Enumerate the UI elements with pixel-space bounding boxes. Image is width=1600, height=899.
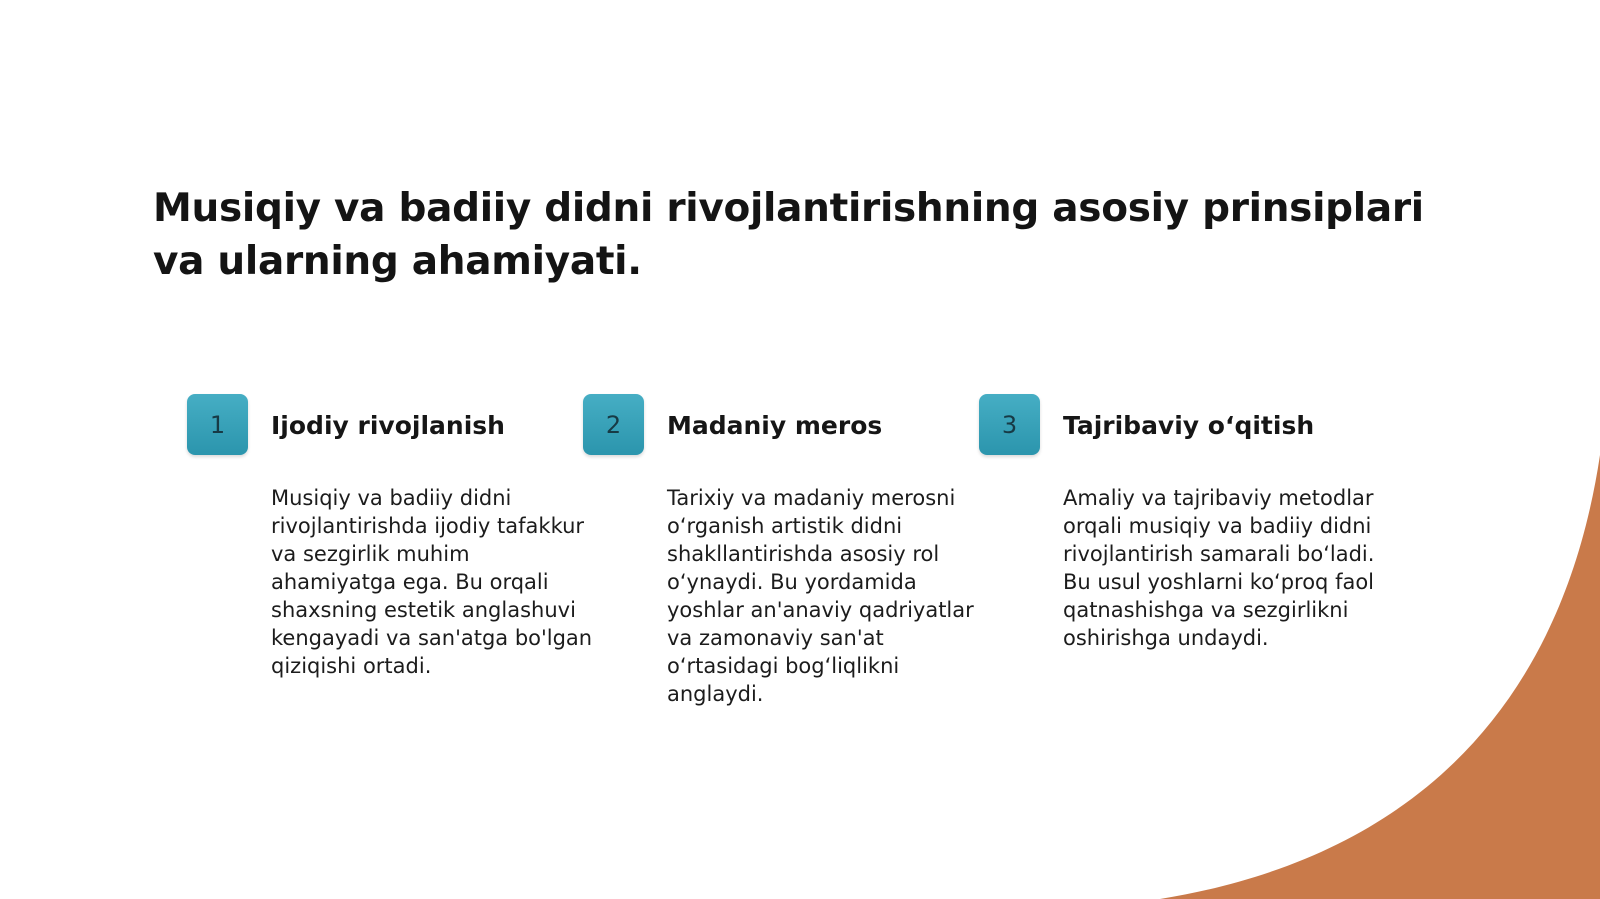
principle-column-3 [979, 394, 1375, 724]
principle-text-1: Musiqiy va badiiy didni rivojlantirishda ijodiy tafakkur va sezgirlik muhim ahamiyatga ega. Bu orqali shaxsning estetik anglashuvi kengayadi va san'atga bo'lgan qiziqishi ortadi. [271, 486, 593, 678]
principle-text-2: Tarixiy va madaniy merosni o‘rganish artistik didni shakllantirishda asosiy rol o‘ynaydi. Bu yordamida yoshlar an'anaviy qadriyatlar va zamonaviy san'at o‘rtasidagi bog‘liqlikni anglaydi. [667, 486, 974, 706]
number-badge-3: 3 [979, 394, 1040, 455]
principle-heading-1: Ijodiy rivojlanish [271, 411, 505, 440]
principle-text-3: Amaliy va tajribaviy metodlar orqali musiqiy va badiiy didni rivojlantirish samarali bo‘ladi. Bu usul yoshlarni ko‘proq faol qatnashishga va sezgirlikni oshirishga undaydi. [1063, 486, 1375, 650]
principle-heading-2: Madaniy meros [667, 411, 883, 440]
number-badge-2: 2 [583, 394, 644, 455]
principle-column-1 [187, 394, 593, 724]
number-badge-1: 1 [187, 394, 248, 455]
slide-title: Musiqiy va badiiy didni rivojlantirishning asosiy prinsiplari va ularning ahamiyati. [153, 186, 1424, 284]
principle-heading-3: Tajribaviy o‘qitish [1063, 411, 1315, 440]
principle-column-2 [583, 394, 973, 724]
